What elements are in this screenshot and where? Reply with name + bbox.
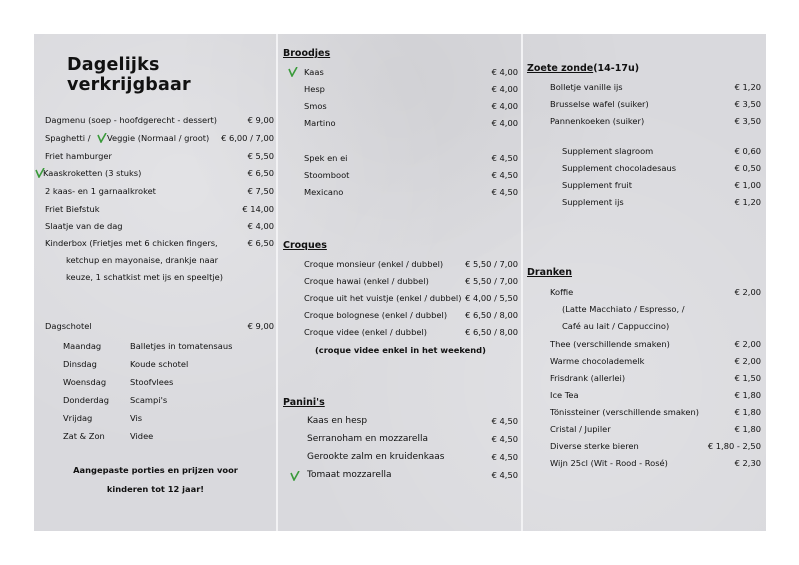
day-name: Donderdag [63,395,109,405]
menu-item-description: Café au lait / Cappuccino) [562,321,670,331]
menu-item-name: Pannenkoeken (suiker) [550,116,645,126]
menu-item-price: € 4,00 [491,101,518,111]
day-dish: Scampi's [130,395,168,405]
menu-item-name: Kaaskroketten (3 stuks) [43,168,142,178]
menu-item-price: € 4,50 [491,153,518,163]
menu-item-price: € 6,50 [247,238,274,248]
veggie-leaf-icon [288,67,298,77]
menu-item-price: € 2,00 [734,356,761,366]
menu-item-extra: Veggie (Normaal / groot) [107,133,210,143]
menu-item-price: € 5,50 [247,151,274,161]
menu-item-price: € 6,00 / 7,00 [221,133,274,143]
menu-item-name: Croque videe (enkel / dubbel) [304,327,427,337]
menu-item-name: Tönissteiner (verschillende smaken) [550,407,700,417]
section-header-text: Zoete zonde [527,63,594,74]
page-title: Dagelijks verkrijgbaar [67,55,191,95]
dagschotel-price: € 9,00 [247,321,274,331]
menu-item-name: Cristal / Jupiler [550,424,611,434]
children-note: Aangepaste porties en prijzen voor [73,465,238,475]
section-header-paninis: Panini's [283,397,325,408]
menu-item-price: € 4,50 [491,470,518,480]
menu-item-name: Hesp [304,84,325,94]
menu-item-name: Friet Biefstuk [45,204,100,214]
menu-item-name: Supplement fruit [562,180,632,190]
section-header-croques: Croques [283,240,327,251]
menu-item-name: Frisdrank (allerlei) [550,373,626,383]
menu-item-name: Dagmenu (soep - hoofdgerecht - dessert) [45,115,218,125]
menu-item-price: € 1,80 [734,424,761,434]
menu-item-price: € 0,50 [734,163,761,173]
menu-item-name: Thee (verschillende smaken) [550,339,670,349]
menu-item-price: € 5,50 / 7,00 [465,259,518,269]
day-name: Dinsdag [63,359,97,369]
menu-item-price: € 1,00 [734,180,761,190]
menu-item-name: Diverse sterke bieren [550,441,639,451]
menu-item-price: € 3,50 [734,99,761,109]
menu-item-price: € 6,50 / 8,00 [465,327,518,337]
section-header-dranken: Dranken [527,267,573,278]
section-header-broodjes: Broodjes [283,48,331,59]
day-dish: Balletjes in tomatensaus [130,341,233,351]
menu-item-price: € 6,50 / 8,00 [465,310,518,320]
menu-item-name: Croque hawai (enkel / dubbel) [304,276,429,286]
menu-item-name: Croque bolognese (enkel / dubbel) [304,310,448,320]
day-name: Woensdag [63,377,107,387]
day-name: Zat & Zon [63,431,105,441]
column-daily [34,34,277,531]
menu-item-price: € 4,00 [491,118,518,128]
menu-item-price: € 3,50 [734,116,761,126]
menu-item-name: Spek en ei [304,153,348,163]
menu-item-price: € 2,00 [734,339,761,349]
menu-item-price: € 14,00 [242,204,274,214]
day-dish: Stoofvlees [130,377,174,387]
menu-item-name: Martino [304,118,336,128]
menu-item-name: Ice Tea [550,390,579,400]
menu-item-price: € 4,00 [247,221,274,231]
menu-item-price: € 2,00 [734,287,761,297]
menu-item-price: € 1,20 [734,197,761,207]
menu-item-name: Kinderbox (Frietjes met 6 chicken fingers, [45,238,218,248]
menu-item-name: Spaghetti / [45,133,91,143]
menu-item-description: ketchup en mayonaise, drankje naar [66,255,219,265]
menu-item-name: 2 kaas- en 1 garnaalkroket [45,186,156,196]
menu-sheet [34,34,766,531]
section-header-suffix: (14-17u) [593,63,640,74]
menu-item-name: Supplement chocoladesaus [562,163,677,173]
veggie-leaf-icon [97,133,107,143]
menu-item-price: € 4,50 [491,452,518,462]
day-dish: Koude schotel [130,359,189,369]
menu-item-name: Friet hamburger [45,151,112,161]
menu-item-name: Serranoham en mozzarella [307,434,428,444]
veggie-leaf-icon [290,471,300,481]
day-dish: Videe [130,431,154,441]
menu-item-name: Mexicano [304,187,344,197]
menu-item-name: Supplement ijs [562,197,624,207]
menu-item-price: € 4,00 / 5,50 [465,293,518,303]
menu-item-price: € 1,80 [734,407,761,417]
menu-item-price: € 4,00 [491,84,518,94]
menu-item-name: Gerookte zalm en kruidenkaas [307,452,445,462]
menu-item-description: keuze, 1 schatkist met ijs en speeltje) [66,272,223,282]
menu-item-price: € 9,00 [247,115,274,125]
menu-item-name: Wijn 25cl (Wit - Rood - Rosé) [550,458,668,468]
column-zoete-dranken [522,34,766,531]
menu-item-price: € 5,50 / 7,00 [465,276,518,286]
section-header-zoete-zonde [527,63,639,74]
menu-item-name: Croque uit het vuistje (enkel / dubbel) [304,293,462,303]
menu-item-price: € 1,80 - 2,50 [707,441,761,451]
day-name: Vrijdag [63,413,93,423]
croques-note: (croque videe enkel in het weekend) [315,345,486,355]
menu-item-price: € 7,50 [247,186,274,196]
menu-item-name: Supplement slagroom [562,146,654,156]
menu-item-name: Warme chocolademelk [550,356,645,366]
dagschotel-label: Dagschotel [45,321,92,331]
menu-item-price: € 4,50 [491,187,518,197]
menu-item-price: € 4,00 [491,67,518,77]
day-dish: Vis [130,413,143,423]
menu-item-name: Croque monsieur (enkel / dubbel) [304,259,444,269]
menu-item-price: € 4,50 [491,434,518,444]
menu-item-name: Tomaat mozzarella [307,470,392,480]
menu-item-price: € 6,50 [247,168,274,178]
column-broodjes [277,34,522,531]
menu-item-price: € 4,50 [491,170,518,180]
menu-item-name: Slaatje van de dag [45,221,123,231]
menu-item-name: Smos [304,101,327,111]
menu-item-name: Koffie [550,287,574,297]
menu-item-description: (Latte Macchiato / Espresso, / [562,304,685,314]
menu-item-name: Kaas [304,67,324,77]
menu-item-price: € 1,50 [734,373,761,383]
menu-item-name: Kaas en hesp [307,416,368,426]
day-name: Maandag [63,341,102,351]
menu-item-price: € 1,20 [734,82,761,92]
menu-item-name: Stoomboot [304,170,350,180]
menu-item-name: Bolletje vanille ijs [550,82,623,92]
menu-item-price: € 2,30 [734,458,761,468]
menu-item-name: Brusselse wafel (suiker) [550,99,649,109]
children-note: kinderen tot 12 jaar! [106,484,205,494]
menu-item-price: € 1,80 [734,390,761,400]
menu-item-price: € 0,60 [734,146,761,156]
menu-item-price: € 4,50 [491,416,518,426]
